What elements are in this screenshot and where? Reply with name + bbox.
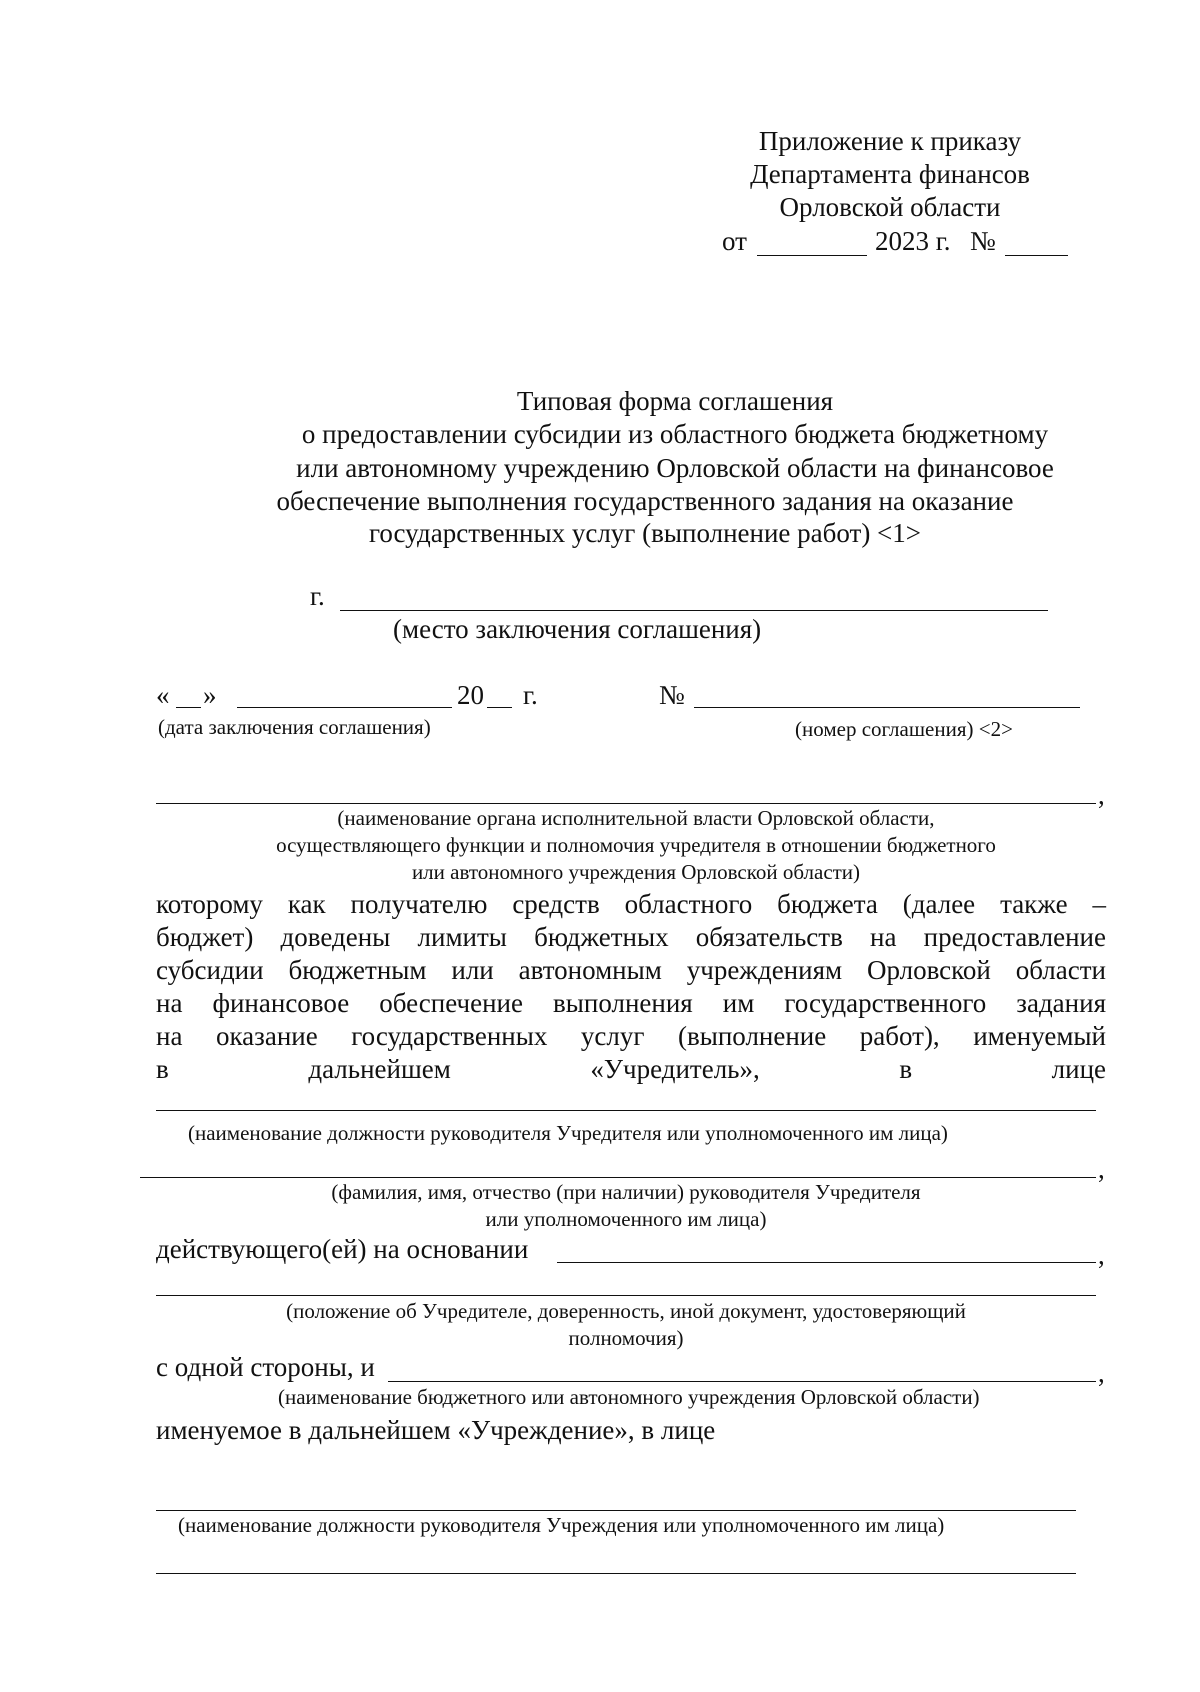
institution-named-text: именуемое в дальнейшем «Учреждение», в лице [156,1415,716,1445]
basis-blank-2 [156,1295,1096,1296]
header-line-3: Орловской области [779,192,1001,222]
date-close-quote: » [203,680,217,710]
place-prefix: г. [310,581,325,611]
founder-position-blank [156,1110,1096,1111]
founder-name-caption-2: или уполномоченного им лица) [485,1207,767,1231]
institution-name-blank [156,1573,1076,1574]
institution-head-blank [156,1510,1076,1511]
body-line-6: в дальнейшем «Учредитель», в лице [156,1054,1106,1084]
institution-party-label: с одной стороны, и [156,1352,375,1382]
body-line-3: субсидии бюджетным или автономным учреждениям Орловской области [156,955,1106,985]
header-number-blank [1005,255,1068,256]
date-year-suffix: г. [523,680,538,710]
institution-blank [388,1381,1096,1382]
place-blank [340,610,1048,611]
basis-comma: , [1098,1240,1105,1270]
basis-caption-2: полномочия) [568,1326,684,1350]
date-year-prefix: 20 [457,680,484,710]
founder-caption-2: осуществляющего функции и полномочия учредителя в отношении бюджетного [276,833,996,857]
header-line-2: Департамента финансов [750,159,1030,189]
body-line-1: которому как получателю средств областного бюджета (далее также – [156,889,1106,919]
title-line-2: о предоставлении субсидии из областного бюджета бюджетному [301,419,1049,449]
founder-position-caption: (наименование должности руководителя Учредителя или уполномоченного им лица) [188,1121,948,1145]
title-line-3: или автономному учреждению Орловской области на финансовое [296,453,1054,483]
title-line-5: государственных услуг (выполнение работ) <1> [368,518,922,548]
founder-blank [156,803,1096,804]
basis-blank [557,1262,1096,1263]
institution-head-caption: (наименование должности руководителя Учреждения или уполномоченного им лица) [178,1513,945,1537]
founder-name-caption-1: (фамилия, имя, отчество (при наличии) руководителя Учредителя [331,1180,921,1204]
founder-comma: , [1098,780,1105,810]
title-line-1: Типовая форма соглашения [516,386,834,416]
header-number-sign: № [970,226,996,256]
number-sign: № [659,680,685,710]
title-line-4: обеспечение выполнения государственного задания на оказание [276,486,1014,516]
institution-comma: , [1098,1358,1105,1388]
basis-label: действующего(ей) на основании [156,1234,529,1264]
number-caption: (номер соглашения) <2> [795,717,1013,741]
place-caption: (место заключения соглашения) [393,614,762,644]
date-open-quote: « [156,680,170,710]
header-line-1: Приложение к приказу [758,126,1022,156]
institution-caption: (наименование бюджетного или автономного учреждения Орловской области) [278,1385,980,1409]
number-blank [694,707,1080,708]
header-date-blank [757,255,867,256]
basis-caption-1: (положение об Учредителе, доверенность, иной документ, удостоверяющий [286,1299,966,1323]
founder-caption-1: (наименование органа исполнительной власти Орловской области, [337,806,935,830]
founder-caption-3: или автономного учреждения Орловской области) [411,860,861,884]
founder-name-blank [140,1177,1096,1178]
date-month-blank [237,707,452,708]
date-year-blank [487,707,512,708]
date-caption: (дата заключения соглашения) [158,715,431,739]
body-line-5: на оказание государственных услуг (выполнение работ), именуемый [156,1021,1106,1051]
body-line-4: на финансовое обеспечение выполнения им государственного задания [156,988,1106,1018]
header-date-prefix: от [722,226,747,256]
founder-name-comma: , [1098,1154,1105,1184]
header-date-year: 2023 г. [875,226,951,256]
body-line-2: бюджет) доведены лимиты бюджетных обязательств на предоставление [156,922,1106,952]
date-day-blank [176,707,201,708]
